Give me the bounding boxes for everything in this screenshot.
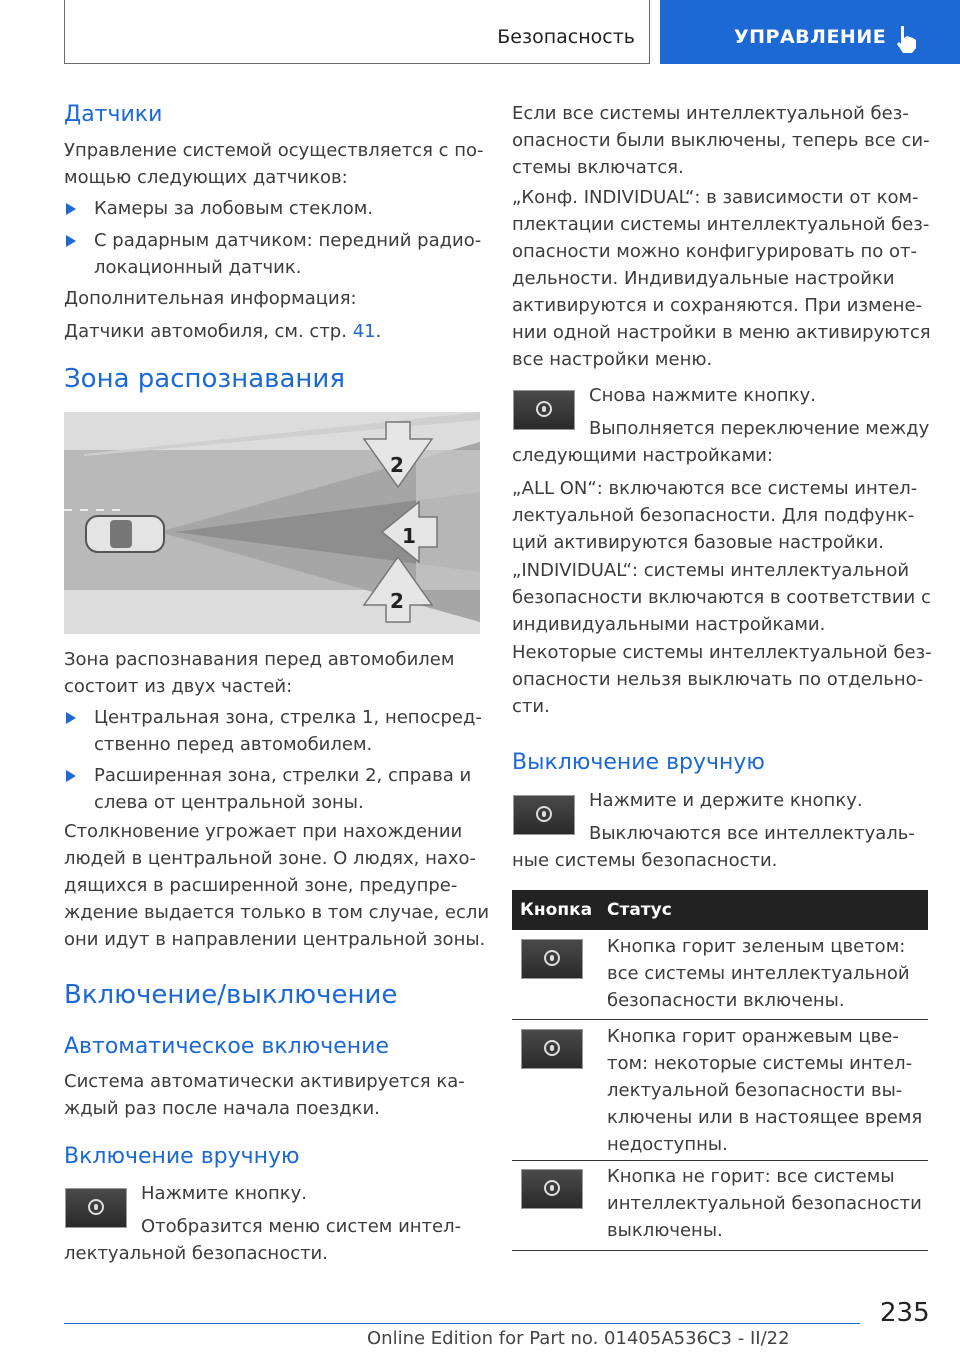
heading-manual-off: Выключение вручную	[512, 750, 765, 775]
safety-button-icon	[513, 390, 575, 430]
para-collision: Столкновение угрожает при нахождении людей в центральной зоне. О людях, нахо- дящихся в расширенной зоне, предупре- ждение выдается только в том случае, если они идут в направлении центральной зоны.	[64, 821, 490, 950]
para-sensor-ref: Датчики автомобиля, см. стр. 41.	[64, 321, 382, 342]
bullet-central-zone: Центральная зона, стрелка 1, непосред- ственно перед автомобилем.	[94, 707, 482, 755]
para-press-button: Нажмите кнопку.	[141, 1183, 308, 1204]
safety-button-orange-icon	[521, 1029, 583, 1069]
para-more-info: Дополнительная информация:	[64, 288, 357, 309]
bullet-radar: С радарным датчиком: передний радио- локационный датчик.	[94, 230, 482, 278]
table-divider	[512, 1019, 928, 1020]
header-section-tab	[64, 0, 650, 64]
hand-pointer-icon	[893, 24, 921, 54]
header-chapter-title: УПРАВЛЕНИЕ	[734, 26, 887, 48]
para-all-on: „ALL ON“: включаются все системы интел- лектуальной безопасности. Для подфунк- ций активируются базовые настройки.	[512, 478, 918, 553]
page-link[interactable]: 41	[352, 321, 376, 342]
safety-button-icon	[65, 1188, 127, 1228]
col-header-button: Кнопка	[520, 900, 593, 920]
bullet-cameras: Камеры за лобовым стеклом.	[94, 198, 374, 219]
bullet-triangle-icon	[66, 203, 76, 215]
heading-manual-on: Включение вручную	[64, 1144, 300, 1169]
bullet-extended-zone: Расширенная зона, стрелки 2, справа и слева от центральной зоны.	[94, 765, 472, 813]
heading-auto-on: Автоматическое включение	[64, 1034, 389, 1059]
para-press-again: Снова нажмите кнопку.	[589, 385, 816, 406]
safety-button-icon	[513, 795, 575, 835]
table-row: Кнопка не горит: все системы интеллектуальной безопасности выключены.	[607, 1166, 922, 1241]
para-individual: „INDIVIDUAL“: системы интеллектуальной безопасности включаются в соответствии с индивидуальными настройками.	[512, 560, 931, 635]
table-row: Кнопка горит зеленым цветом: все системы интеллектуальной безопасности включены.	[607, 936, 910, 1011]
col-header-status: Статус	[607, 900, 672, 920]
para-some-systems: Некоторые системы интеллектуальной без- опасности нельзя выключать по отдельно- сти.	[512, 642, 932, 717]
para-offall-line1: Выключаются все интеллектуаль-	[589, 823, 915, 844]
detection-zone-figure	[64, 412, 480, 634]
table-divider	[512, 1250, 928, 1251]
arrow-label-2-bottom: 2	[390, 589, 404, 613]
para-sensors: Управление системой осуществляется с по- мощью следующих датчиков:	[64, 140, 484, 188]
status-table-header	[512, 890, 928, 930]
footer-divider	[64, 1323, 860, 1324]
page-number: 235	[880, 1298, 930, 1328]
para-switch-line2: следующими настройками:	[512, 445, 773, 466]
para-hold-button: Нажмите и держите кнопку.	[589, 790, 863, 811]
bullet-triangle-icon	[66, 712, 76, 724]
bullet-triangle-icon	[66, 235, 76, 247]
para-menu-line2: лектуальной безопасности.	[64, 1243, 328, 1264]
para-zone-desc: Зона распознавания перед автомобилем состоит из двух частей:	[64, 649, 455, 697]
para-conf-individual: „Конф. INDIVIDUAL“: в зависимости от ком- плектации системы интеллектуальной без- опасности можно конфигурировать по от- дельности. Индивидуальные настройки активируются и сохраняются. При измене- нии одной настройки в меню активируются все настройки меню.	[512, 187, 931, 370]
para-auto-on: Система автоматически активируется ка- ждый раз после начала поездки.	[64, 1071, 465, 1119]
safety-button-off-icon	[521, 1169, 583, 1209]
table-row: Кнопка горит оранжевым цве- том: некоторые системы интел- лектуальной безопасности вы- ключены или в настоящее время недоступны.	[607, 1026, 923, 1155]
arrow-label-1: 1	[402, 524, 416, 548]
para-all-off: Если все системы интеллектуальной без- опасности были выключены, теперь все си- стемы включатся.	[512, 103, 930, 178]
para-offall-line2: ные системы безопасности.	[512, 850, 778, 871]
arrow-label-2-top: 2	[390, 453, 404, 477]
footer-edition: Online Edition for Part no. 01405A536C3 - II/22	[367, 1328, 790, 1349]
para-switch-line1: Выполняется переключение между	[589, 418, 930, 439]
heading-detection-zone: Зона распознавания	[64, 364, 345, 394]
table-divider	[512, 1160, 928, 1161]
safety-button-green-icon	[521, 939, 583, 979]
heading-sensors: Датчики	[64, 102, 163, 127]
header-section-title: Безопасность	[497, 26, 635, 48]
heading-on-off: Включение/выключение	[64, 980, 398, 1010]
bullet-triangle-icon	[66, 770, 76, 782]
para-menu-line1: Отобразится меню систем интел-	[141, 1216, 462, 1237]
